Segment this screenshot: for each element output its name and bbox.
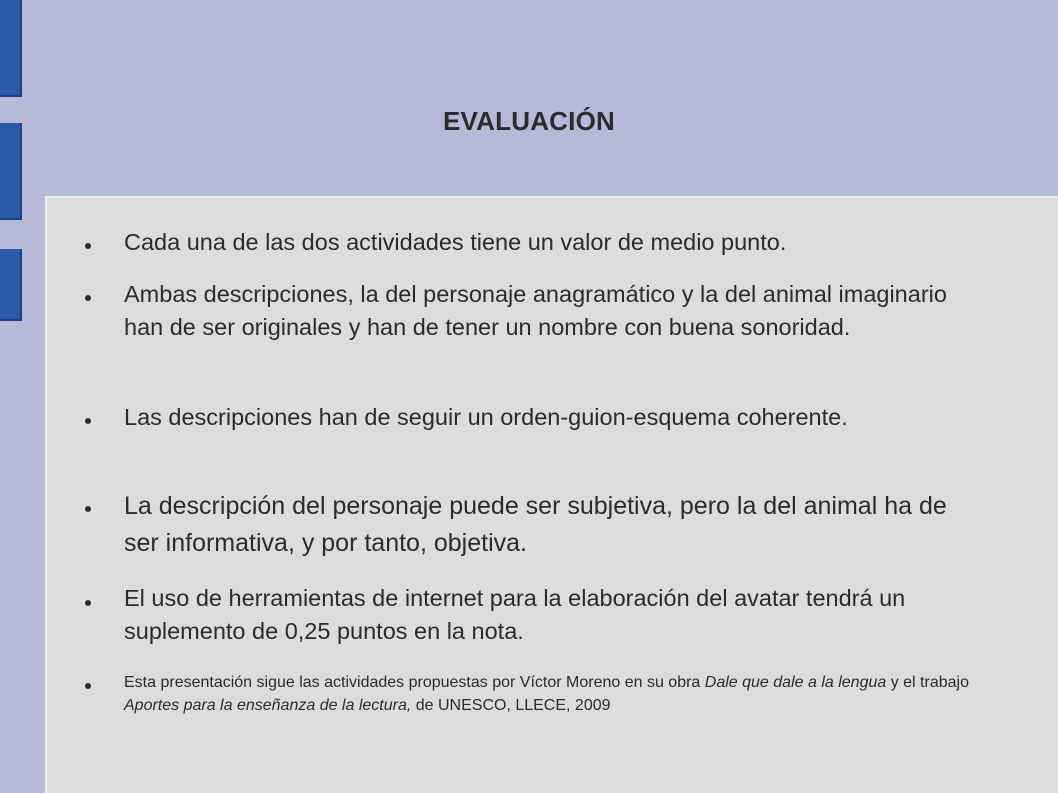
bullet-icon [85,295,91,301]
content-panel [45,196,1058,793]
bullet-text: Cada una de las dos actividades tiene un valor de medio punto. [124,229,787,255]
note-text: Esta presentación sigue las actividades propuestas por Víctor Moreno en su obra [124,674,705,691]
bullet-icon [85,600,91,606]
bullet-icon [85,418,91,424]
bullet-text: La descripción del personaje puede ser subjetiva, pero la del animal ha de ser informativa, y por tanto, objetiva. [124,492,947,557]
note-text: y el trabajo [886,674,969,691]
bullet-icon [85,243,91,249]
source-note [124,671,994,717]
decorative-bar-top [0,0,22,97]
bullet-text: Ambas descripciones, la del personaje anagramático y la del animal imaginario han de ser originales y han de tener un nombre con buena sonoridad. [124,281,947,340]
note-text: de UNESCO, LLECE, 2009 [411,697,611,714]
work-title: Aportes para la enseñanza de la lectura, [124,697,412,714]
slide-title: EVALUACIÓN [443,106,615,136]
decorative-bar-bottom [0,249,22,321]
bullet-icon [85,506,91,512]
bullet-icon [85,683,91,689]
bullet-text: Las descripciones han de seguir un orden-guion-esquema coherente. [124,404,848,430]
book-title: Dale que dale a la lengua [704,674,887,691]
bullet-text: El uso de herramientas de internet para la elaboración del avatar tendrá un suplemento de 0,25 puntos en la nota. [124,585,906,644]
decorative-bar-middle [0,123,22,220]
